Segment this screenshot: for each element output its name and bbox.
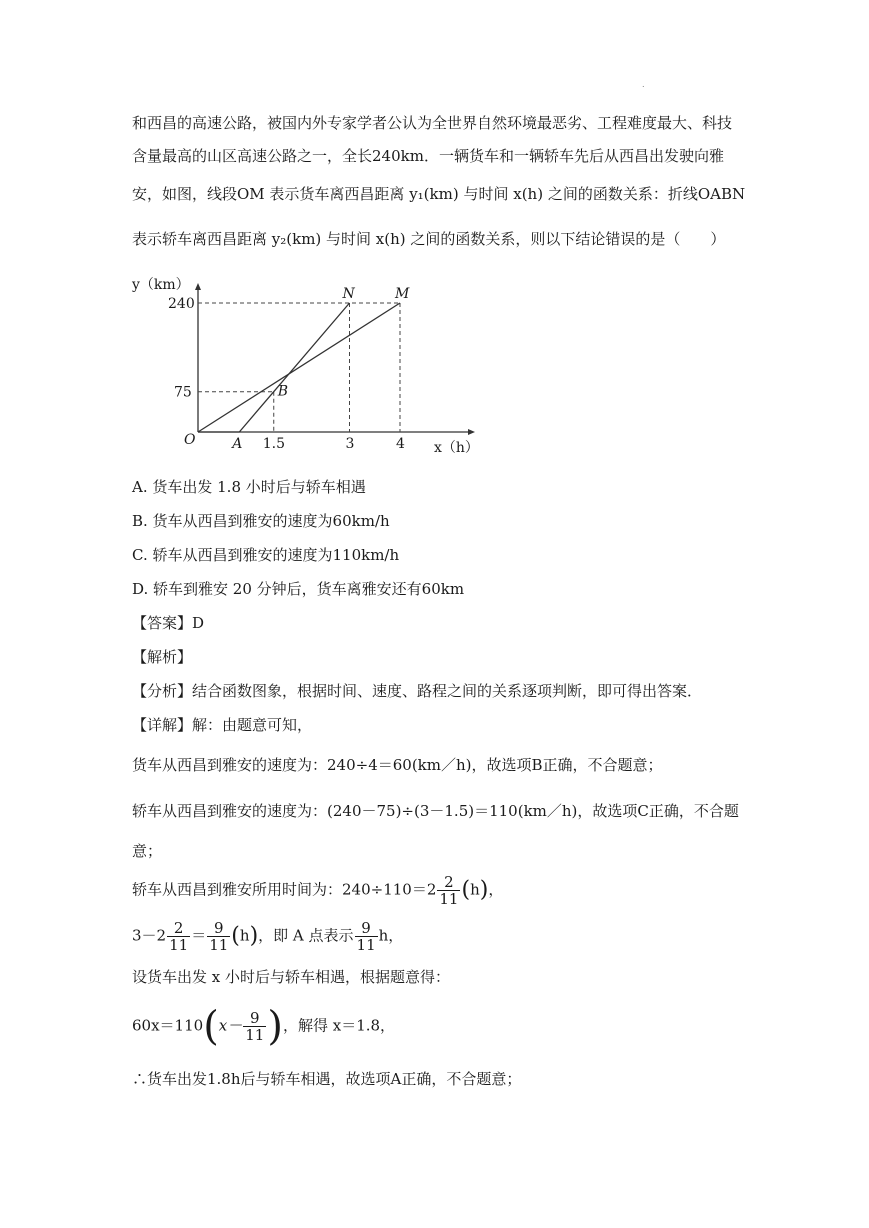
series-line-om <box>198 303 400 432</box>
point-label-o: O <box>184 432 196 448</box>
analysis-text: 【分析】结合函数图象，根据时间、速度、路程之间的关系逐项判断，即可得出答案． <box>132 682 703 700</box>
x-tick-1-5: 1.5 <box>262 436 286 452</box>
y-tick-240: 240 <box>168 296 195 312</box>
option-b: B. 货车从西昌到雅安的速度为60km/h <box>132 512 390 530</box>
option-d: D. 轿车到雅安 20 分钟后，货车离雅安还有60km <box>132 580 465 598</box>
distance-time-chart <box>130 272 480 457</box>
problem-line-3: 安，如图，线段OM 表示货车离西昌距离 y₁(km) 与时间 x(h) 之间的函数关系：折线OABN <box>132 185 746 203</box>
point-label-m: M <box>395 286 410 302</box>
fraction-9-11-c: $\frac{9}{11}$ <box>245 1009 265 1044</box>
detail-heading: 【详解】解：由题意可知， <box>132 716 313 734</box>
point-label-b: B <box>277 383 289 400</box>
truck-speed-line: 货车从西昌到雅安的速度为：240÷4＝60(km／h)，故选项B正确，不合题意； <box>132 756 663 774</box>
fraction-9-11: $\frac{9}{11}$ <box>209 919 229 954</box>
problem-line-2: 含量最高的山区高速公路之一，全长240km．一辆货车和一辆轿车先后从西昌出发驶向雅 <box>132 147 724 165</box>
answer: 【答案】D <box>132 614 205 632</box>
x-tick-4: 4 <box>396 436 405 452</box>
car-time-prefix: 轿车从西昌到雅安所用时间为：240÷110＝2 <box>132 880 437 899</box>
series-line-oabn <box>198 303 350 432</box>
problem-line-1: 和西昌的高速公路，被国内外专家学者公认为全世界自然环境最恶劣、工程难度最大、科技 <box>132 114 733 132</box>
problem-line-4: 表示轿车离西昌距离 y₂(km) 与时间 x(h) 之间的函数关系，则以下结论错误的是（ ） <box>132 230 726 248</box>
x-axis-label: x（h） <box>434 440 479 456</box>
x-tick-3: 3 <box>345 436 355 452</box>
let-x-line: 设货车出发 x 小时后与轿车相遇，根据题意得： <box>132 968 450 986</box>
option-c: C. 轿车从西昌到雅安的速度为110km/h <box>132 546 400 564</box>
y-tick-75: 75 <box>174 384 192 401</box>
analysis-heading: 【解析】 <box>132 648 193 666</box>
a-point-line: 3－2 $\frac{2}{11}$ ＝ $\frac{9}{11}$ (h)，即 A 点表示 $\frac{9}{11}$ h， <box>132 919 404 954</box>
car-speed-line-1: 轿车从西昌到雅安的速度为：(240－75)÷(3－1.5)＝110(km／h)，故选项C正确，不合题 <box>132 802 739 820</box>
page-dot: . <box>642 80 645 89</box>
fraction-2-11: $\frac{2}{11}$ <box>439 873 459 908</box>
fraction-2-11-b: $\frac{2}{11}$ <box>169 919 189 954</box>
point-label-n: N <box>342 286 355 302</box>
y-axis-label: y（km） <box>132 277 190 293</box>
fraction-9-11-b: $\frac{9}{11}$ <box>356 919 376 954</box>
conclusion-a-line: ∴货车出发1.8h后与轿车相遇，故选项A正确，不合题意； <box>132 1070 522 1088</box>
option-a: A. 货车出发 1.8 小时后与轿车相遇 <box>132 478 366 496</box>
car-speed-line-2: 意； <box>132 842 163 860</box>
car-time-line: 轿车从西昌到雅安所用时间为：240÷110＝2 $\frac{2}{11}$ (h)， <box>132 873 504 908</box>
point-label-a: A <box>232 436 243 452</box>
y-axis-arrow <box>195 283 201 290</box>
equation-line: 60x＝110(x－ $\frac{9}{11}$ )，解得 x＝1.8， <box>132 1003 396 1050</box>
x-axis-arrow <box>468 429 475 435</box>
